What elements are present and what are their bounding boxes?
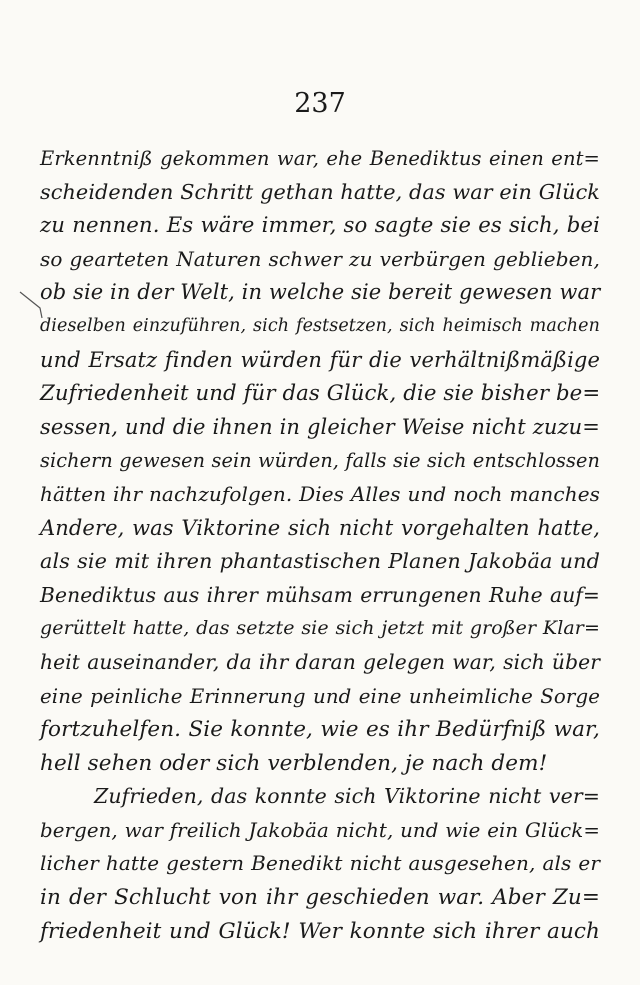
page-number: 237 [294,88,346,119]
text-line: sessen, und die ihnen in gleicher Weise nicht zuzu= [40,414,600,439]
text-line: Erkenntniß gekommen war, ehe Benediktus einen ent= [40,147,600,170]
text-line: sichern gewesen sein würden, falls sie sich entschlossen [40,449,600,473]
text-line: als sie mit ihren phantastischen Planen Jakobäa und [40,549,600,574]
text-line: hätten ihr nachzufolgen. Dies Alles und noch manches [40,481,600,506]
text-line: heit auseinander, da ihr daran gelegen war, sich über [40,649,600,674]
text-line: bergen, war freilich Jakobäa nicht, und wie ein Glück= [40,818,600,842]
text-line: so gearteten Naturen schwer zu verbürgen geblieben, [40,246,600,271]
paragraph-end-line: hell sehen oder sich verblenden, je nach dem! [40,750,548,776]
text-line: gerüttelt hatte, das setzte sie sich jetzt mit großer Klar= [40,617,600,640]
text-line: Zufriedenheit und für das Glück, die sie bisher be= [40,381,601,407]
text-line: und Ersatz finden würden für die verhältnißmäßige [40,347,600,372]
text-line: friedenheit und Glück! Wer konnte sich ihrer auch [40,918,600,944]
text-line: fortzuhelfen. Sie konnte, wie es ihr Bedürfniß war, [40,717,600,743]
text-line: zu nennen. Es wäre immer, so sagte sie es sich, bei [40,213,600,239]
text-line: Benediktus aus ihrer mühsam errungenen Ruhe auf= [40,582,600,607]
text-line: in der Schlucht von ihr geschieden war. Aber Zu= [40,885,600,911]
text-line: dieselben einzuführen, sich festsetzen, sich heimisch machen [40,315,600,336]
text-line: scheidenden Schritt gethan hatte, das war ein Glück [40,179,600,204]
paragraph-start-line: Zufrieden, das konnte sich Viktorine nicht ver= [94,784,600,809]
text-line: ob sie in der Welt, in welche sie bereit gewesen war [40,280,601,305]
text-line: licher hatte gestern Benedikt nicht ausgesehen, als er [40,851,600,876]
text-line: eine peinliche Erinnerung und eine unheimliche Sorge [40,684,600,708]
body-text [40,142,600,948]
text-line: Andere, was Viktorine sich nicht vorgehalten hatte, [40,515,600,540]
